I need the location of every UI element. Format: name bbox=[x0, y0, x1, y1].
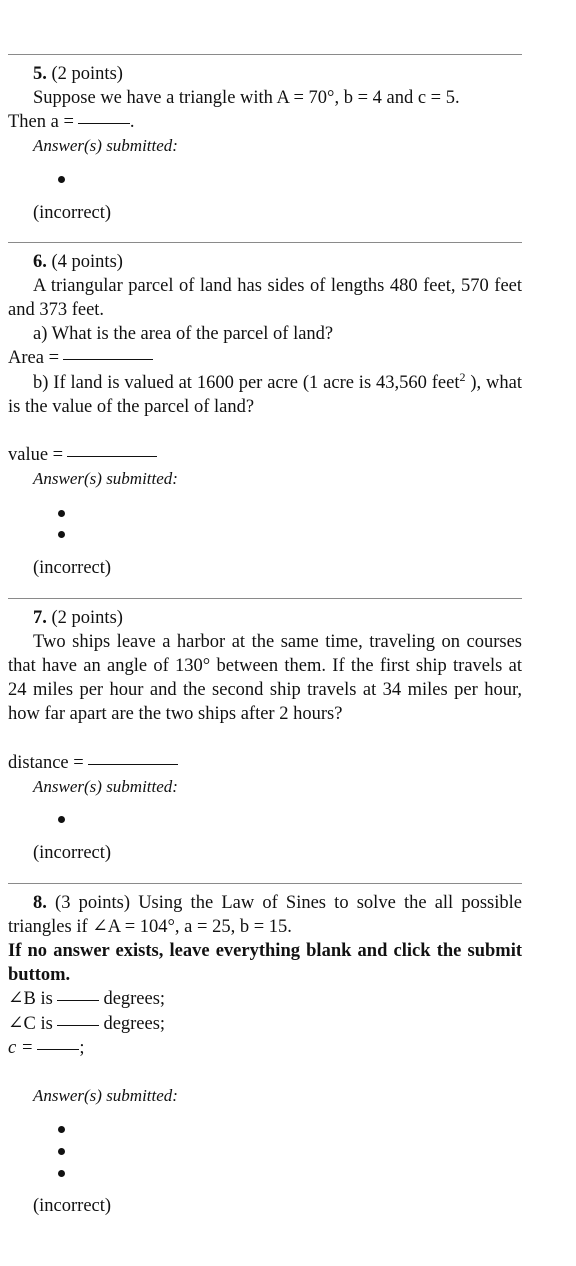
problem-6-value-blank[interactable] bbox=[67, 456, 157, 457]
problem-5-answer-bullet bbox=[58, 176, 65, 183]
divider-8 bbox=[8, 883, 522, 884]
problem-6-answer-bullet-1 bbox=[58, 510, 65, 517]
problem-6-answer-bullet-2 bbox=[58, 531, 65, 538]
problem-7-answer-bullet bbox=[58, 816, 65, 823]
problem-6-points: (4 points) bbox=[51, 252, 123, 272]
problem-8-angle-c-label: ∠C is bbox=[8, 1014, 53, 1034]
problem-5-number: 5. bbox=[33, 64, 47, 84]
problem-6-part-b-exponent: 2 bbox=[459, 370, 466, 384]
problem-6-part-a: a) What is the area of the parcel of land? bbox=[33, 324, 334, 344]
problem-8-angle-c-line bbox=[8, 1012, 165, 1036]
problem-6-area-label: Area = bbox=[8, 348, 60, 368]
problem-5-status: (incorrect) bbox=[33, 203, 112, 223]
problem-8-status: (incorrect) bbox=[33, 1196, 112, 1216]
problem-8-answer-bullet-2 bbox=[58, 1148, 65, 1155]
problem-6-value-line bbox=[8, 443, 157, 467]
problem-8-number: 8. bbox=[33, 893, 47, 913]
problem-7-distance-line bbox=[8, 751, 178, 775]
problem-6-part-b-text-end: ), what is the value of the parcel of land? bbox=[8, 373, 522, 417]
problem-8-degrees-1: degrees; bbox=[103, 989, 166, 1009]
problem-5-answer-line: Then a = . bbox=[8, 112, 135, 132]
problem-7-status: (incorrect) bbox=[33, 843, 112, 863]
problem-6-header bbox=[33, 250, 123, 274]
problem-8-c-line bbox=[8, 1036, 84, 1060]
problem-5-a-blank[interactable] bbox=[78, 123, 130, 124]
problem-8-points: (3 points) bbox=[55, 893, 131, 913]
problem-8-statement bbox=[8, 891, 522, 939]
problem-8-answer-bullet-1 bbox=[58, 1126, 65, 1133]
problem-5-points: (2 points) bbox=[51, 64, 123, 84]
problem-8-degrees-2: degrees; bbox=[103, 1014, 166, 1034]
problem-8-angle-b-blank[interactable] bbox=[57, 1000, 99, 1001]
problem-8-answer-bullet-3 bbox=[58, 1170, 65, 1177]
problem-8-angle-b-label: ∠B is bbox=[8, 989, 53, 1009]
problem-6-part-b-text: b) If land is valued at 1600 per acre (1 acre is 43,560 feet bbox=[33, 373, 460, 393]
problem-8-statement-text: Using the Law of Sines to solve the all possible triangles if ∠A = 104°, a = 25, b = 15. bbox=[8, 893, 522, 937]
problem-6-area-blank[interactable] bbox=[63, 359, 153, 360]
problem-6-number: 6. bbox=[33, 252, 47, 272]
problem-8-c-label: c = bbox=[8, 1038, 34, 1058]
problem-7-statement: Two ships leave a harbor at the same time, traveling on courses that have an angle of 130° between them. If the first ship travels at 24 miles per hour and the second ship travels at 34 miles per hour, how far apart are the two ships after 2 hours? bbox=[8, 632, 522, 724]
problem-7-header bbox=[33, 606, 123, 630]
divider-6 bbox=[8, 242, 522, 243]
problem-6-area-line bbox=[8, 346, 153, 370]
problem-8-c-blank[interactable] bbox=[37, 1049, 79, 1050]
problem-5-statement: Suppose we have a triangle with A = 70°, b = 4 and c = 5. bbox=[33, 88, 460, 108]
problem-8-angle-b-line bbox=[8, 987, 165, 1011]
problem-7-points: (2 points) bbox=[51, 608, 123, 628]
divider-top bbox=[8, 54, 522, 55]
problem-8-note-text: If no answer exists, leave everything blank and click the submit buttom. bbox=[8, 941, 522, 985]
problem-6-status: (incorrect) bbox=[33, 558, 112, 578]
problem-7-number: 7. bbox=[33, 608, 47, 628]
problem-7-distance-blank[interactable] bbox=[88, 764, 178, 765]
problem-7-distance-label: distance = bbox=[8, 753, 84, 773]
divider-7 bbox=[8, 598, 522, 599]
problem-8-c-suffix: ; bbox=[79, 1038, 85, 1058]
problem-8-note bbox=[8, 939, 522, 987]
problem-6-part-b bbox=[8, 371, 522, 419]
problem-8-answers-label: Answer(s) submitted: bbox=[33, 1086, 178, 1105]
problem-5-answers-label: Answer(s) submitted: bbox=[33, 136, 178, 155]
problem-5-header bbox=[33, 62, 123, 86]
problem-5-a-label: Then a = bbox=[8, 112, 74, 132]
problem-6-value-label: value = bbox=[8, 445, 64, 465]
problem-7-answers-label: Answer(s) submitted: bbox=[33, 777, 178, 796]
problem-6-answers-label: Answer(s) submitted: bbox=[33, 469, 178, 488]
problem-8-angle-c-blank[interactable] bbox=[57, 1025, 99, 1026]
problem-6-statement: A triangular parcel of land has sides of lengths 480 feet, 570 feet and 373 feet. bbox=[8, 276, 522, 320]
